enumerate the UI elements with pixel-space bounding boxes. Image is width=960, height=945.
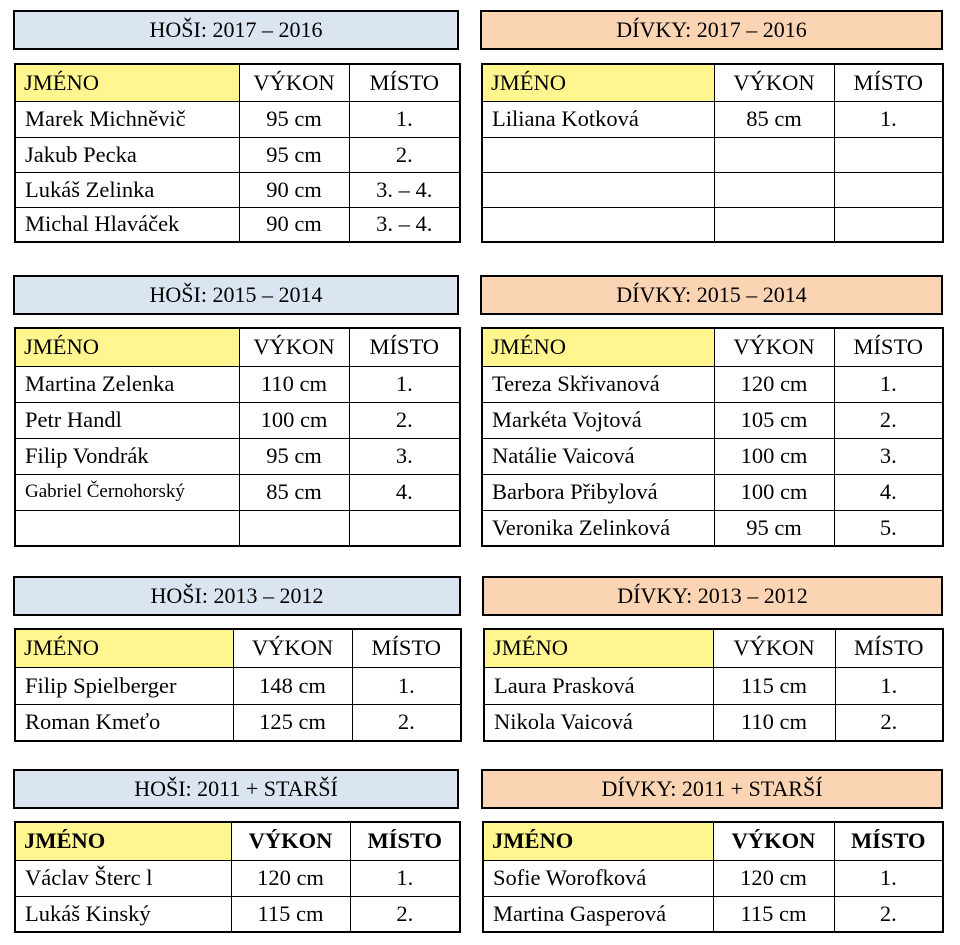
- table-row: [484, 667, 943, 704]
- athlete-name: [482, 172, 714, 207]
- athlete-place: 1.: [352, 667, 461, 704]
- athlete-result: 148 cm: [233, 667, 352, 704]
- athlete-result: 120 cm: [713, 860, 834, 896]
- group-caption-girls-2015-2014: DÍVKY: 2015 – 2014: [480, 275, 943, 315]
- results-table-boys-2015-2014: [14, 327, 461, 547]
- table-row: [484, 704, 943, 741]
- athlete-place: 2.: [350, 896, 460, 932]
- results-table-girls-2013-2012: [483, 628, 944, 742]
- athlete-name: Filip Spielberger: [15, 667, 233, 704]
- header-place: MÍSTO: [352, 629, 461, 667]
- athlete-place: [834, 172, 943, 207]
- header-place: MÍSTO: [834, 64, 943, 101]
- athlete-place: 3.: [834, 438, 943, 474]
- header-place: MÍSTO: [834, 328, 943, 366]
- athlete-result: 120 cm: [231, 860, 350, 896]
- athlete-place: 2.: [349, 402, 460, 438]
- table-row: [482, 101, 943, 137]
- table-row: [15, 366, 460, 402]
- table-row: [482, 402, 943, 438]
- athlete-result: 125 cm: [233, 704, 352, 741]
- table-row: [15, 101, 460, 137]
- header-result: VÝKON: [239, 64, 349, 101]
- table-row: [15, 438, 460, 474]
- athlete-name: Natálie Vaicová: [482, 438, 714, 474]
- athlete-place: 4.: [834, 474, 943, 510]
- header-name: JMÉNO: [15, 629, 233, 667]
- athlete-name: Martina Zelenka: [15, 366, 239, 402]
- athlete-result: 115 cm: [713, 667, 835, 704]
- athlete-name: Gabriel Černohorský: [15, 474, 239, 510]
- athlete-name: Martina Gasperová: [483, 896, 713, 932]
- athlete-place: 2.: [835, 704, 943, 741]
- header-result: VÝKON: [233, 629, 352, 667]
- athlete-place: 3.: [349, 438, 460, 474]
- athlete-place: 1.: [350, 860, 460, 896]
- athlete-name: Michal Hlaváček: [15, 207, 239, 242]
- header-result: VÝKON: [713, 629, 835, 667]
- athlete-place: 1.: [834, 366, 943, 402]
- athlete-place: 2.: [352, 704, 461, 741]
- athlete-place: 1.: [349, 366, 460, 402]
- athlete-result: 100 cm: [239, 402, 349, 438]
- group-caption-boys-2015-2014: HOŠI: 2015 – 2014: [13, 275, 459, 315]
- athlete-name: Lukáš Kinský: [15, 896, 231, 932]
- table-row: [482, 474, 943, 510]
- table-row: [482, 510, 943, 546]
- group-caption-boys-2013-2012: HOŠI: 2013 – 2012: [13, 576, 461, 616]
- athlete-result: 95 cm: [714, 510, 834, 546]
- athlete-place: 2.: [834, 402, 943, 438]
- athlete-result: [714, 207, 834, 242]
- athlete-result: 95 cm: [239, 137, 349, 172]
- table-row: [483, 860, 943, 896]
- athlete-name: Petr Handl: [15, 402, 239, 438]
- athlete-result: 110 cm: [239, 366, 349, 402]
- athlete-name: Václav Šterc l: [15, 860, 231, 896]
- table-row: [15, 896, 460, 932]
- athlete-place: 1.: [834, 101, 943, 137]
- athlete-name: Laura Prasková: [484, 667, 713, 704]
- table-row: [482, 207, 943, 242]
- header-result: VÝKON: [713, 822, 834, 860]
- athlete-place: [834, 137, 943, 172]
- header-name: JMÉNO: [483, 822, 713, 860]
- table-row: [482, 137, 943, 172]
- athlete-result: 85 cm: [714, 101, 834, 137]
- athlete-name: Veronika Zelinková: [482, 510, 714, 546]
- athlete-place: 1.: [835, 667, 943, 704]
- athlete-result: 95 cm: [239, 101, 349, 137]
- results-table-girls-2011-older: [482, 821, 944, 933]
- athlete-place: 5.: [834, 510, 943, 546]
- athlete-name: Jakub Pecka: [15, 137, 239, 172]
- athlete-result: [239, 510, 349, 546]
- results-table-girls-2015-2014: [481, 327, 944, 547]
- header-name: JMÉNO: [15, 822, 231, 860]
- table-row: [15, 860, 460, 896]
- athlete-result: 115 cm: [231, 896, 350, 932]
- table-row: [482, 366, 943, 402]
- group-caption-boys-2017-2016: HOŠI: 2017 – 2016: [13, 10, 459, 50]
- athlete-place: 1.: [349, 101, 460, 137]
- header-place: MÍSTO: [349, 64, 460, 101]
- athlete-result: 90 cm: [239, 207, 349, 242]
- athlete-name: [15, 510, 239, 546]
- athlete-result: 95 cm: [239, 438, 349, 474]
- athlete-place: 3. – 4.: [349, 207, 460, 242]
- athlete-result: 85 cm: [239, 474, 349, 510]
- table-row: [482, 438, 943, 474]
- table-row: [15, 172, 460, 207]
- athlete-name: [482, 137, 714, 172]
- table-row: [483, 896, 943, 932]
- athlete-name: Nikola Vaicová: [484, 704, 713, 741]
- athlete-name: Roman Kmeťo: [15, 704, 233, 741]
- athlete-result: 100 cm: [714, 474, 834, 510]
- athlete-result: [714, 172, 834, 207]
- athlete-place: 4.: [349, 474, 460, 510]
- header-result: VÝKON: [714, 64, 834, 101]
- results-table-boys-2011-older: [14, 821, 461, 933]
- header-result: VÝKON: [231, 822, 350, 860]
- table-row: [15, 474, 460, 510]
- group-caption-boys-2011-older: HOŠI: 2011 + STARŠÍ: [13, 769, 459, 809]
- table-row: [15, 667, 461, 704]
- athlete-name: [482, 207, 714, 242]
- athlete-result: 115 cm: [713, 896, 834, 932]
- athlete-result: 105 cm: [714, 402, 834, 438]
- header-place: MÍSTO: [834, 822, 943, 860]
- athlete-result: 100 cm: [714, 438, 834, 474]
- athlete-name: Markéta Vojtová: [482, 402, 714, 438]
- athlete-result: [714, 137, 834, 172]
- header-name: JMÉNO: [482, 64, 714, 101]
- header-name: JMÉNO: [15, 64, 239, 101]
- athlete-result: 110 cm: [713, 704, 835, 741]
- athlete-name: Lukáš Zelinka: [15, 172, 239, 207]
- athlete-place: 3. – 4.: [349, 172, 460, 207]
- table-row: [15, 402, 460, 438]
- athlete-result: 90 cm: [239, 172, 349, 207]
- athlete-name: Filip Vondrák: [15, 438, 239, 474]
- group-caption-girls-2017-2016: DÍVKY: 2017 – 2016: [480, 10, 943, 50]
- athlete-place: [349, 510, 460, 546]
- table-row: [15, 207, 460, 242]
- group-caption-girls-2013-2012: DÍVKY: 2013 – 2012: [482, 576, 943, 616]
- athlete-name: Tereza Skřivanová: [482, 366, 714, 402]
- header-name: JMÉNO: [484, 629, 713, 667]
- header-place: MÍSTO: [350, 822, 460, 860]
- athlete-place: [834, 207, 943, 242]
- header-result: VÝKON: [714, 328, 834, 366]
- athlete-name: Barbora Přibylová: [482, 474, 714, 510]
- header-name: JMÉNO: [15, 328, 239, 366]
- athlete-result: 120 cm: [714, 366, 834, 402]
- group-caption-girls-2011-older: DÍVKY: 2011 + STARŠÍ: [481, 769, 943, 809]
- header-place: MÍSTO: [349, 328, 460, 366]
- results-table-boys-2017-2016: [14, 63, 461, 243]
- table-row: [15, 137, 460, 172]
- table-row: [15, 510, 460, 546]
- athlete-name: Sofie Worofková: [483, 860, 713, 896]
- header-place: MÍSTO: [835, 629, 943, 667]
- athlete-place: 1.: [834, 860, 943, 896]
- results-table-boys-2013-2012: [14, 628, 462, 742]
- table-row: [15, 704, 461, 741]
- header-result: VÝKON: [239, 328, 349, 366]
- results-table-girls-2017-2016: [481, 63, 944, 243]
- athlete-place: 2.: [834, 896, 943, 932]
- athlete-name: Liliana Kotková: [482, 101, 714, 137]
- table-row: [482, 172, 943, 207]
- athlete-name: Marek Michněvič: [15, 101, 239, 137]
- header-name: JMÉNO: [482, 328, 714, 366]
- athlete-place: 2.: [349, 137, 460, 172]
